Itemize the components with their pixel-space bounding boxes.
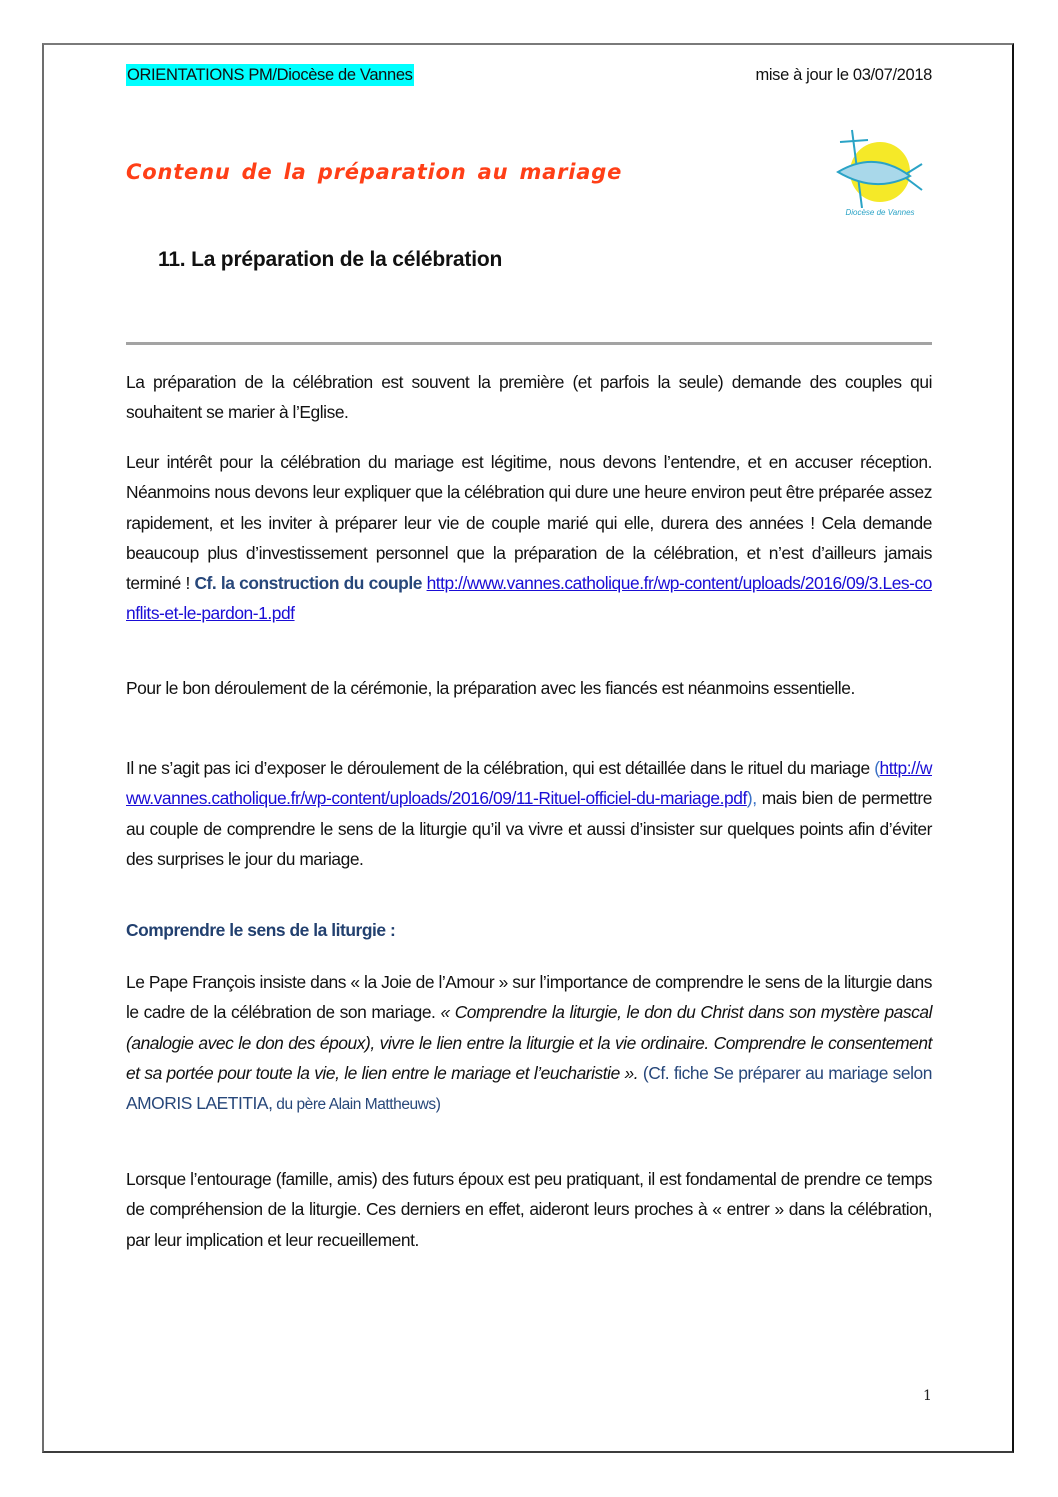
header-document-label: ORIENTATIONS PM/Diocèse de Vannes xyxy=(127,66,413,84)
logo-caption: Diocèse de Vannes xyxy=(845,208,915,217)
paragraph-5 xyxy=(126,967,932,1120)
reference-author: du père Alain Mattheuws) xyxy=(272,1096,441,1114)
separator-line xyxy=(126,342,932,345)
header-update-date: mise à jour le 03/07/2018 xyxy=(755,66,932,84)
link-rituel-mariage[interactable]: http://www.vannes.catholique.fr/wp-content/uploads/2016/09/11-Rituel-officiel-du-mariage.pdf xyxy=(126,758,932,809)
reference-amoris-laetitia: (Cf. fiche Se préparer au mariage selon AMORIS LAETITIA, xyxy=(126,1062,932,1114)
paragraph-4-text-after: mais bien de permettre au couple de comprendre le sens de la liturgie qu’il va vivre et aussi d’insister sur quelques points afin d’éviter des surprises le jour du mariage. xyxy=(126,788,932,869)
paragraph-3: Pour le bon déroulement de la cérémonie, la préparation avec les fiancés est néanmoins essentielle. xyxy=(126,678,855,698)
link-conflits-pardon[interactable]: http://www.vannes.catholique.fr/wp-content/uploads/2016/09/3.Les-conflits-et-le-pardon-1.pdf xyxy=(126,573,932,624)
document-title: Contenu de la préparation au mariage xyxy=(126,160,623,184)
page-number: 1 xyxy=(923,1388,932,1404)
paragraph-4-text-before: Il ne s’agit pas ici d’exposer le déroulement de la célébration, qui est détaillée dans le rituel du mariage xyxy=(126,758,875,778)
reference-construction-couple: Cf. la construction du couple xyxy=(194,573,422,594)
paragraph-6: Lorsque l’entourage (famille, amis) des futurs époux est peu pratiquant, il est fondamental de prendre ce temps de compréhension de la liturgie. Ces derniers en effet, aideront leurs proches à « entrer » dans la célébration, par leur implication et leur recueillement. xyxy=(126,1169,932,1250)
paragraph-4 xyxy=(126,753,932,874)
paragraph-2-text: Leur intérêt pour la célébration du mariage est légitime, nous devons l’entendre, et en accuser réception. Néanmoins nous devons leur expliquer que la célébration qui dure une heure environ peut être préparée assez rapidement, et les inviter à préparer leur vie de couple marié qui elle, durera des années ! Cela demande beaucoup plus d’investissement personnel que la préparation de la célébration, et n’est d’ailleurs jamais terminé ! xyxy=(126,452,932,594)
subheading-liturgie: Comprendre le sens de la liturgie : xyxy=(126,920,396,940)
diocese-logo xyxy=(830,128,930,226)
paragraph-2 xyxy=(126,447,932,629)
section-heading: 11. La préparation de la célébration xyxy=(158,248,503,271)
paragraph-1: La préparation de la célébration est souvent la première (et parfois la seule) demande des couples qui souhaitent se marier à l’Eglise. xyxy=(126,372,932,423)
paragraph-5-text: Le Pape François insiste dans « la Joie de l’Amour » sur l’importance de comprendre le sens de la liturgie dans le cadre de la célébration de son mariage. xyxy=(126,972,932,1023)
paren-close: ), xyxy=(746,788,757,809)
paren-open: ( xyxy=(874,758,880,778)
diocese-logo-icon xyxy=(830,128,930,208)
pope-quote: « Comprendre la liturgie, le don du Christ dans son mystère pascal (analogie avec le don des époux), vivre le lien entre la liturgie et la vie ordinaire. Comprendre le consentement et sa portée pour toute la vie, le lien entre le mariage et l’eucharistie ». xyxy=(126,1002,933,1083)
